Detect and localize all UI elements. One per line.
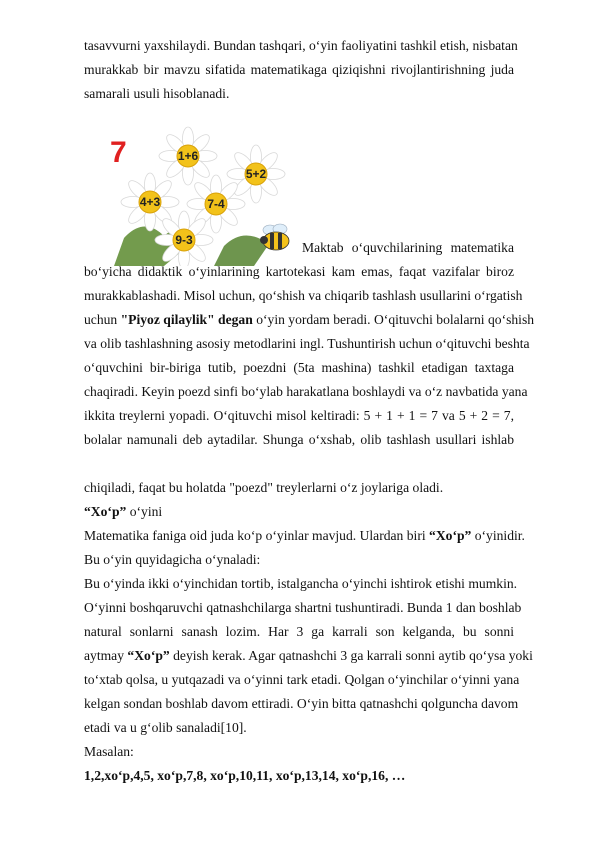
flower-label: 9-3 [175,233,193,247]
section-title [84,504,514,520]
bee-icon [256,223,296,253]
rule-line: Bu o‘yinda ikki o‘yinchidan tortib, istalgancha o‘yinchi ishtirok etishi mumkin. [84,576,518,591]
text-span: uchun [84,312,121,327]
para2-line: murakkablashadi. Misol uchun, qo‘shish va chiqarib tashlash usullarini o‘rgatish [84,288,523,303]
para2-line-with-bold [84,312,535,328]
para2-line: chaqiradi. Keyin poezd sinfi bo‘ylab harakatlana boshlaydi va o‘z navbatida yana [84,384,528,399]
example-label: Masalan: [84,744,134,759]
game-intro-line [84,528,525,544]
rule-line: kelgan sondan boshlab davom ettiradi. O‘yin bitta qatnashchi qolguncha davom [84,696,519,711]
para2-line: bo‘yicha didaktik o‘yinlarining kartotekasi kam emas, faqat vazifalar biroz [84,264,514,279]
rule-line: to‘xtab qolsa, u yutqazadi va o‘yinni tark etadi. Qolgan o‘yinchilar o‘yinni yana [84,672,520,687]
game-name-bold: "Piyoz qilaylik" degan [120,312,253,327]
para2-last-line: chiqiladi, faqat bu holatda "poezd" treylerlarni o‘z joylariga oladi. [84,480,444,495]
text-span: o‘yin yordam beradi. O‘qituvchi bolalarni qo‘shish [252,312,535,327]
text-span: aytmay [84,648,128,663]
rule-line: O‘yinni boshqaruvchi qatnashchilarga shartni tushuntiradi. Bunda 1 dan boshlab [84,600,522,615]
example-sequence: 1,2,xo‘p,4,5, xo‘p,7,8, xo‘p,10,11, xo‘p,13,14, xo‘p,16, … [84,768,406,783]
flower-label: 5+2 [245,167,267,181]
game-intro-line-2: Bu o‘yin quyidagicha o‘ynaladi: [84,552,261,567]
para2-line: o‘quvchini bir-biriga tutib, poezdni (5ta mashina) tashkil etadigan taxtaga [84,360,514,375]
para2-first-line: Maktab o‘quvchilarining matematika [302,240,514,255]
rule-line-with-bold [84,648,533,664]
flower-label: 1+6 [177,149,199,163]
para2-line: ikkita treylerni yopadi. O‘qituvchi misol keltiradi: 5 + 1 + 1 = 7 va 5 + 2 = 7, [84,408,514,423]
intro-line-2: murakkab bir mavzu sifatida matematikaga qiziqishni rivojlantirishning juda [84,62,514,77]
intro-line-1: tasavvurni yaxshilaydi. Bundan tashqari, o‘yin faoliyatini tashkil etish, nisbatan [84,38,518,53]
rule-last-line: etadi va u g‘olib sanaladi[10]. [84,720,247,735]
flower-label: 4+3 [139,195,161,209]
text-span: deyish kerak. Agar qatnashchi 3 ga karrali sonni aytib qo‘ysa yoki [169,648,533,663]
text-span: Matematika faniga oid juda ko‘p o‘yinlar mavjud. Ulardan biri [84,528,430,543]
game-name-bold: “Xo‘p” [127,648,170,663]
game-name-bold: “Xo‘p” [429,528,472,543]
big-number-label: 7 [110,136,127,169]
para2-line: va olib tashlashning asosiy metodlarini ingl. Tushuntirish uchun o‘qituvchi beshta [84,336,530,351]
section-title-bold: “Xo‘p” [84,504,127,519]
intro-line-3: samarali usuli hisoblanadi. [84,86,230,101]
para2-line: bolalar namunali deb aytadilar. Shunga o‘xshab, olib tashlash usullari ishlab [84,432,514,447]
rule-line: natural sonlarni sanash lozim. Har 3 ga karrali son kelganda, bu sonni [84,624,514,639]
text-span: o‘yinidir. [471,528,525,543]
text-span: o‘yini [126,504,163,519]
flower-label: 7-4 [207,197,225,211]
